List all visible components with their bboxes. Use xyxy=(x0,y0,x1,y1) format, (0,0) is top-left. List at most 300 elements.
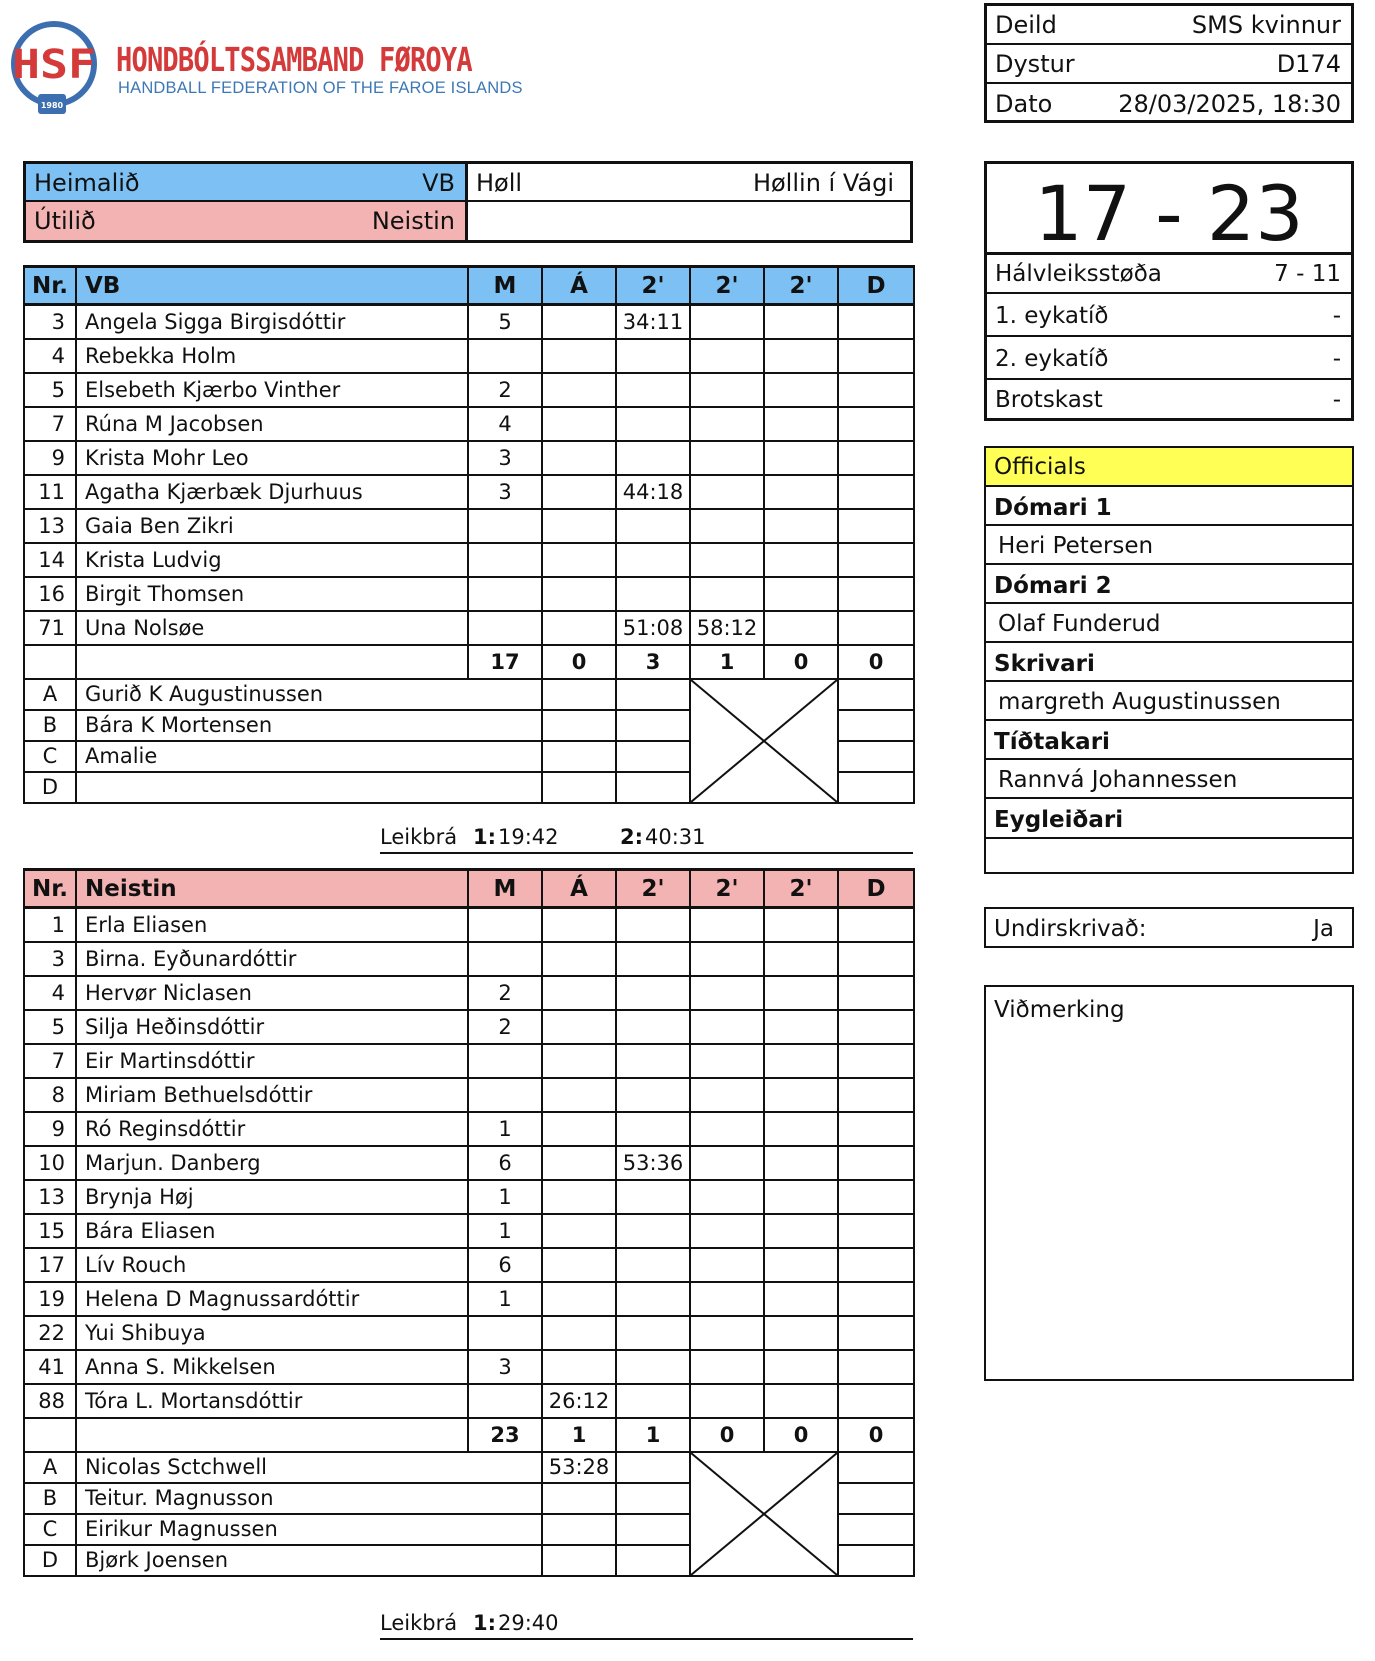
official-warning-cell xyxy=(542,741,616,772)
col-warning-header: Á xyxy=(542,870,616,908)
totals-empty-cell xyxy=(76,645,468,679)
player-number: 22 xyxy=(24,1316,76,1350)
player-d-cell xyxy=(838,407,914,441)
player-m-cell xyxy=(468,611,542,645)
player-d-cell xyxy=(838,1180,914,1214)
col-suspension3-header: 2' xyxy=(764,870,838,908)
player-s3-cell xyxy=(764,1180,838,1214)
player-m-cell: 2 xyxy=(468,976,542,1010)
player-s1-cell xyxy=(616,1214,690,1248)
player-name: Hervør Niclasen xyxy=(76,976,468,1010)
player-s3-cell xyxy=(764,976,838,1010)
player-number: 71 xyxy=(24,611,76,645)
player-m-cell xyxy=(468,577,542,611)
player-a-cell xyxy=(542,942,616,976)
official-letter: C xyxy=(24,1514,76,1545)
division-label: Deild xyxy=(995,11,1057,39)
official-warning-cell xyxy=(542,1514,616,1545)
player-s2-cell xyxy=(690,908,764,942)
player-s1-cell xyxy=(616,1384,690,1418)
player-s1-cell xyxy=(616,1282,690,1316)
player-a-cell xyxy=(542,1282,616,1316)
player-name: Tóra L. Mortansdóttir xyxy=(76,1384,468,1418)
official-letter: D xyxy=(24,772,76,803)
official-name: Bjørk Joensen xyxy=(76,1545,542,1576)
player-s1-cell xyxy=(616,908,690,942)
player-m-cell xyxy=(468,339,542,373)
secretary-value-row xyxy=(986,682,1352,721)
total-s2: 0 xyxy=(690,1418,764,1452)
player-s3-cell xyxy=(764,543,838,577)
federation-logo xyxy=(8,12,523,117)
player-a-cell xyxy=(542,1316,616,1350)
player-row xyxy=(24,543,914,577)
player-s3-cell xyxy=(764,1384,838,1418)
player-s2-cell xyxy=(690,1078,764,1112)
player-row xyxy=(24,1282,914,1316)
col-nr-header: Nr. xyxy=(24,267,76,305)
official-letter: C xyxy=(24,741,76,772)
player-name: Una Nolsøe xyxy=(76,611,468,645)
player-m-cell: 4 xyxy=(468,407,542,441)
player-row xyxy=(24,509,914,543)
player-m-cell: 1 xyxy=(468,1282,542,1316)
player-s2-cell xyxy=(690,1010,764,1044)
away-timeouts xyxy=(380,1611,913,1640)
player-d-cell xyxy=(838,1010,914,1044)
delegate-value-row xyxy=(986,839,1352,872)
official-disq-cell xyxy=(838,1452,914,1483)
player-s3-cell xyxy=(764,1316,838,1350)
player-d-cell xyxy=(838,1350,914,1384)
division-row xyxy=(987,6,1351,45)
player-a-cell: 26:12 xyxy=(542,1384,616,1418)
away-timeout1-value: 29:40 xyxy=(498,1611,559,1635)
player-d-cell xyxy=(838,339,914,373)
player-d-cell xyxy=(838,543,914,577)
totals-empty-cell xyxy=(76,1418,468,1452)
player-m-cell xyxy=(468,942,542,976)
player-number: 15 xyxy=(24,1214,76,1248)
player-a-cell xyxy=(542,441,616,475)
player-s3-cell xyxy=(764,1248,838,1282)
player-a-cell xyxy=(542,509,616,543)
secretary-label: Skrivari xyxy=(994,651,1095,677)
player-name: Krista Ludvig xyxy=(76,543,468,577)
player-d-cell xyxy=(838,1146,914,1180)
player-number: 5 xyxy=(24,373,76,407)
col-suspension3-header: 2' xyxy=(764,267,838,305)
referee1-value-row xyxy=(986,526,1352,565)
player-s3-cell xyxy=(764,942,838,976)
player-m-cell xyxy=(468,908,542,942)
official-warning-cell xyxy=(542,772,616,803)
col-warning-header: Á xyxy=(542,267,616,305)
player-number: 14 xyxy=(24,543,76,577)
timekeeper-value: Rannvá Johannessen xyxy=(998,767,1238,793)
player-d-cell xyxy=(838,1248,914,1282)
secretary-value: margreth Augustinussen xyxy=(998,689,1281,715)
player-row xyxy=(24,407,914,441)
total-d: 0 xyxy=(838,1418,914,1452)
away-team-cell xyxy=(26,202,468,240)
player-name: Gaia Ben Zikri xyxy=(76,509,468,543)
home-header-row xyxy=(24,267,914,305)
player-m-cell: 3 xyxy=(468,1350,542,1384)
col-suspension1-header: 2' xyxy=(616,870,690,908)
player-m-cell xyxy=(468,509,542,543)
official-letter: B xyxy=(24,1483,76,1514)
total-s1: 1 xyxy=(616,1418,690,1452)
officials-title: Officials xyxy=(994,454,1086,480)
home-timeouts xyxy=(380,825,913,854)
penalties-label: Brotskast xyxy=(995,387,1103,413)
player-s3-cell xyxy=(764,475,838,509)
player-number: 13 xyxy=(24,1180,76,1214)
player-name: Angela Sigga Birgisdóttir xyxy=(76,305,468,339)
player-s3-cell xyxy=(764,1214,838,1248)
official-disq-cell xyxy=(838,1483,914,1514)
player-s1-cell: 53:36 xyxy=(616,1146,690,1180)
player-s2-cell xyxy=(690,543,764,577)
player-number: 7 xyxy=(24,1044,76,1078)
player-d-cell xyxy=(838,577,914,611)
official-suspension-cell xyxy=(616,679,690,710)
official-warning-cell xyxy=(542,1545,616,1576)
home-timeout1-value: 19:42 xyxy=(498,825,559,849)
player-name: Ró Reginsdóttir xyxy=(76,1112,468,1146)
player-a-cell xyxy=(542,1146,616,1180)
player-s2-cell xyxy=(690,1350,764,1384)
date-value: 28/03/2025, 18:30 xyxy=(1118,90,1341,118)
home-officials-cross-icon xyxy=(690,679,838,803)
player-s1-cell xyxy=(616,1180,690,1214)
referee2-value: Olaf Funderud xyxy=(998,611,1161,637)
away-timeout1-label: 1: xyxy=(473,1611,497,1635)
player-d-cell xyxy=(838,305,914,339)
player-s1-cell xyxy=(616,942,690,976)
player-a-cell xyxy=(542,543,616,577)
player-row xyxy=(24,305,914,339)
official-disq-cell xyxy=(838,741,914,772)
player-a-cell xyxy=(542,1248,616,1282)
player-m-cell: 3 xyxy=(468,475,542,509)
player-s1-cell xyxy=(616,577,690,611)
official-disq-cell xyxy=(838,710,914,741)
player-name: Anna S. Mikkelsen xyxy=(76,1350,468,1384)
away-timeout-label: Leikbrá xyxy=(380,1611,458,1635)
col-suspension2-header: 2' xyxy=(690,267,764,305)
player-a-cell xyxy=(542,373,616,407)
total-s3: 0 xyxy=(764,1418,838,1452)
player-d-cell xyxy=(838,908,914,942)
player-row xyxy=(24,475,914,509)
player-a-cell xyxy=(542,475,616,509)
remark-label: Viðmerking xyxy=(994,997,1125,1023)
federation-name: HONDBÓLTSSAMBAND FØROYA xyxy=(116,40,472,79)
extra-time2-row xyxy=(987,337,1351,380)
referee2-label: Dómari 2 xyxy=(994,573,1112,599)
player-d-cell xyxy=(838,1112,914,1146)
total-d: 0 xyxy=(838,645,914,679)
player-d-cell xyxy=(838,611,914,645)
player-s1-cell xyxy=(616,976,690,1010)
total-m: 17 xyxy=(468,645,542,679)
player-row xyxy=(24,611,914,645)
player-number: 3 xyxy=(24,942,76,976)
date-row xyxy=(987,84,1351,120)
player-row xyxy=(24,1180,914,1214)
player-row xyxy=(24,908,914,942)
federation-subtitle: HANDBALL FEDERATION OF THE FAROE ISLANDS xyxy=(118,79,523,97)
player-a-cell xyxy=(542,1350,616,1384)
player-name: Erla Eliasen xyxy=(76,908,468,942)
player-m-cell: 3 xyxy=(468,441,542,475)
player-name: Agatha Kjærbæk Djurhuus xyxy=(76,475,468,509)
player-row xyxy=(24,1044,914,1078)
match-info-box xyxy=(984,3,1354,123)
delegate-label: Eygleiðari xyxy=(994,807,1124,833)
hsf-emblem-icon xyxy=(8,12,108,117)
half-time-value: 7 - 11 xyxy=(1274,261,1341,287)
player-m-cell: 2 xyxy=(468,373,542,407)
player-s2-cell xyxy=(690,339,764,373)
player-m-cell: 1 xyxy=(468,1112,542,1146)
official-letter: A xyxy=(24,679,76,710)
player-name: Marjun. Danberg xyxy=(76,1146,468,1180)
player-d-cell xyxy=(838,976,914,1010)
penalties-value: - xyxy=(1332,387,1341,413)
referee1-value: Heri Petersen xyxy=(998,533,1154,559)
player-a-cell xyxy=(542,305,616,339)
delegate-label-row xyxy=(986,799,1352,839)
timekeeper-value-row xyxy=(986,760,1352,799)
total-a: 0 xyxy=(542,645,616,679)
player-a-cell xyxy=(542,908,616,942)
official-name: Eirikur Magnussen xyxy=(76,1514,542,1545)
officials-title-row xyxy=(986,448,1352,487)
player-name: Miriam Bethuelsdóttir xyxy=(76,1078,468,1112)
penalties-row xyxy=(987,380,1351,418)
player-s1-cell xyxy=(616,1112,690,1146)
player-m-cell: 5 xyxy=(468,305,542,339)
player-s3-cell xyxy=(764,407,838,441)
col-disqualified-header: D xyxy=(838,267,914,305)
player-a-cell xyxy=(542,976,616,1010)
player-m-cell xyxy=(468,543,542,577)
official-name xyxy=(76,772,542,803)
player-a-cell xyxy=(542,1180,616,1214)
player-s1-cell: 44:18 xyxy=(616,475,690,509)
player-a-cell xyxy=(542,1112,616,1146)
player-s3-cell xyxy=(764,1350,838,1384)
player-name: Rebekka Holm xyxy=(76,339,468,373)
player-row xyxy=(24,441,914,475)
player-a-cell xyxy=(542,407,616,441)
player-s3-cell xyxy=(764,1010,838,1044)
score-box xyxy=(984,161,1354,421)
player-row xyxy=(24,976,914,1010)
officials-box xyxy=(984,446,1354,874)
teams-box xyxy=(23,161,913,243)
referee2-value-row xyxy=(986,604,1352,643)
player-d-cell xyxy=(838,475,914,509)
player-s3-cell xyxy=(764,1282,838,1316)
player-s1-cell xyxy=(616,1010,690,1044)
official-suspension-cell xyxy=(616,772,690,803)
player-s2-cell xyxy=(690,1214,764,1248)
extra-time1-label: 1. eykatíð xyxy=(995,303,1109,329)
player-number: 8 xyxy=(24,1078,76,1112)
player-s1-cell xyxy=(616,509,690,543)
player-s3-cell xyxy=(764,305,838,339)
player-a-cell xyxy=(542,1078,616,1112)
totals-row xyxy=(24,645,914,679)
referee1-label: Dómari 1 xyxy=(994,495,1112,521)
extra-time1-value: - xyxy=(1332,303,1341,329)
player-number: 10 xyxy=(24,1146,76,1180)
player-name: Silja Heðinsdóttir xyxy=(76,1010,468,1044)
total-m: 23 xyxy=(468,1418,542,1452)
home-team-name-header: VB xyxy=(76,267,468,305)
player-number: 16 xyxy=(24,577,76,611)
venue-value: Høllin í Vági xyxy=(752,169,894,197)
extra-time1-row xyxy=(987,294,1351,337)
player-row xyxy=(24,1010,914,1044)
timekeeper-label-row xyxy=(986,721,1352,760)
player-s1-cell: 34:11 xyxy=(616,305,690,339)
player-s1-cell xyxy=(616,1248,690,1282)
player-row xyxy=(24,373,914,407)
player-s2-cell xyxy=(690,1146,764,1180)
player-name: Rúna M Jacobsen xyxy=(76,407,468,441)
player-s3-cell xyxy=(764,441,838,475)
player-name: Lív Rouch xyxy=(76,1248,468,1282)
official-suspension-cell xyxy=(616,1483,690,1514)
referee2-label-row xyxy=(986,565,1352,604)
player-number: 9 xyxy=(24,441,76,475)
player-s2-cell: 58:12 xyxy=(690,611,764,645)
official-warning-cell xyxy=(542,710,616,741)
official-suspension-cell xyxy=(616,741,690,772)
player-s1-cell xyxy=(616,1316,690,1350)
official-name: Nicolas Sctchwell xyxy=(76,1452,542,1483)
player-s3-cell xyxy=(764,1044,838,1078)
player-s2-cell xyxy=(690,942,764,976)
signed-box xyxy=(984,907,1354,948)
player-s3-cell xyxy=(764,1112,838,1146)
player-number: 88 xyxy=(24,1384,76,1418)
home-team-value: VB xyxy=(422,169,455,197)
official-name: Teitur. Magnusson xyxy=(76,1483,542,1514)
official-disq-cell xyxy=(838,1514,914,1545)
player-row xyxy=(24,1214,914,1248)
player-s2-cell xyxy=(690,475,764,509)
player-number: 5 xyxy=(24,1010,76,1044)
home-team-label: Heimalið xyxy=(34,169,140,197)
player-s3-cell xyxy=(764,577,838,611)
player-name: Elsebeth Kjærbo Vinther xyxy=(76,373,468,407)
logo-mark: HSF xyxy=(12,42,96,88)
official-suspension-cell xyxy=(616,1545,690,1576)
player-s2-cell xyxy=(690,1384,764,1418)
player-row xyxy=(24,942,914,976)
player-number: 7 xyxy=(24,407,76,441)
match-number-row xyxy=(987,45,1351,84)
col-suspension1-header: 2' xyxy=(616,267,690,305)
player-s2-cell xyxy=(690,1316,764,1350)
player-d-cell xyxy=(838,1044,914,1078)
player-name: Birna. Eyðunardóttir xyxy=(76,942,468,976)
match-number-label: Dystur xyxy=(995,50,1075,78)
player-s1-cell xyxy=(616,407,690,441)
player-a-cell xyxy=(542,1010,616,1044)
player-m-cell xyxy=(468,1316,542,1350)
player-d-cell xyxy=(838,1316,914,1350)
player-name: Krista Mohr Leo xyxy=(76,441,468,475)
player-row xyxy=(24,1112,914,1146)
player-row xyxy=(24,1146,914,1180)
referee1-label-row xyxy=(986,487,1352,526)
official-disq-cell xyxy=(838,679,914,710)
secretary-label-row xyxy=(986,643,1352,682)
extra-time2-value: - xyxy=(1332,346,1341,372)
official-suspension-cell xyxy=(616,710,690,741)
away-header-row xyxy=(24,870,914,908)
total-s1: 3 xyxy=(616,645,690,679)
player-s1-cell xyxy=(616,373,690,407)
half-time-label: Hálvleiksstøða xyxy=(995,261,1162,287)
player-name: Helena D Magnussardóttir xyxy=(76,1282,468,1316)
player-s1-cell xyxy=(616,1078,690,1112)
player-s1-cell xyxy=(616,441,690,475)
player-s3-cell xyxy=(764,373,838,407)
official-letter: A xyxy=(24,1452,76,1483)
away-team-value: Neistin xyxy=(371,207,455,235)
venue-label: Høll xyxy=(476,169,523,197)
player-name: Bára Eliasen xyxy=(76,1214,468,1248)
player-s2-cell xyxy=(690,305,764,339)
player-s3-cell xyxy=(764,611,838,645)
home-timeout1-label: 1: xyxy=(473,825,497,849)
signed-label: Undirskrivað: xyxy=(994,916,1147,942)
player-number: 19 xyxy=(24,1282,76,1316)
half-time-row xyxy=(987,252,1351,294)
player-m-cell: 1 xyxy=(468,1214,542,1248)
player-d-cell xyxy=(838,373,914,407)
player-s1-cell xyxy=(616,339,690,373)
player-s3-cell xyxy=(764,1078,838,1112)
division-value: SMS kvinnur xyxy=(1191,11,1341,39)
player-a-cell xyxy=(542,577,616,611)
official-letter: D xyxy=(24,1545,76,1576)
col-nr-header: Nr. xyxy=(24,870,76,908)
col-goals-header: M xyxy=(468,267,542,305)
col-suspension2-header: 2' xyxy=(690,870,764,908)
player-number: 41 xyxy=(24,1350,76,1384)
official-letter: B xyxy=(24,710,76,741)
player-row xyxy=(24,339,914,373)
player-m-cell: 6 xyxy=(468,1248,542,1282)
home-timeout-label: Leikbrá xyxy=(380,825,458,849)
player-number: 4 xyxy=(24,976,76,1010)
totals-empty-cell xyxy=(24,645,76,679)
away-team-label: Útilið xyxy=(34,207,96,235)
player-name: Brynja Høj xyxy=(76,1180,468,1214)
player-m-cell: 6 xyxy=(468,1146,542,1180)
player-s3-cell xyxy=(764,509,838,543)
official-suspension-cell xyxy=(616,1514,690,1545)
